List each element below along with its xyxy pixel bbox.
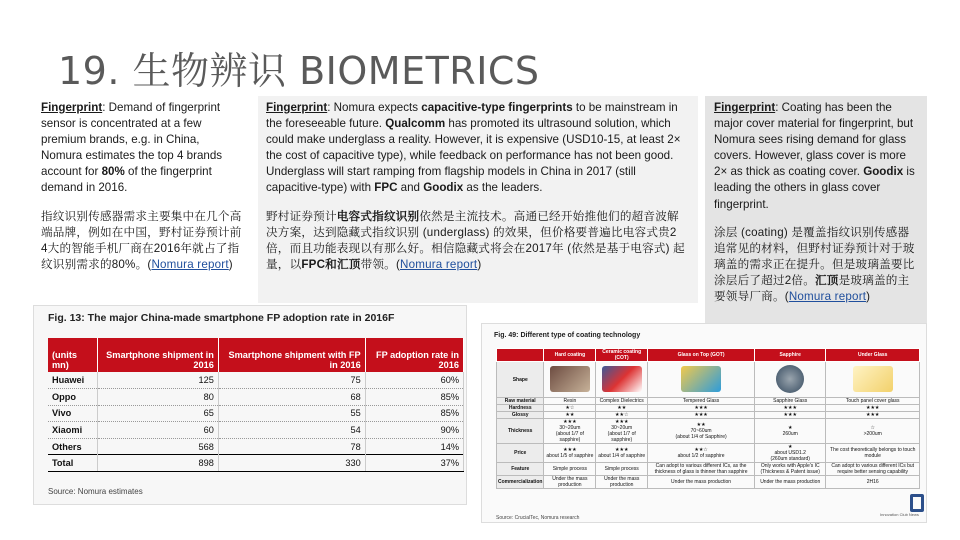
table-cell: ★☆ [544, 405, 596, 412]
table-cell: ★★☆ about 1/2 of sapphire [648, 444, 755, 463]
row-label: Shape [497, 362, 544, 398]
column-header: Ceramic coating (COT) [596, 349, 648, 362]
table-cell: Simple process [544, 463, 596, 476]
table-row [497, 362, 920, 398]
table-cell: 90% [365, 422, 463, 439]
table-cell: ★★★ [648, 405, 755, 412]
table-cell: 568 [98, 438, 219, 455]
table-cell: 55 [218, 405, 365, 422]
table-cell: ★★★ about 1/5 of sapphire [544, 444, 596, 463]
table-cell: ★★☆ [596, 412, 648, 419]
table-cell: ★★★ about 1/4 of sapphire [596, 444, 648, 463]
row-label: Commercialization [497, 476, 544, 489]
hard-coating-image [544, 362, 596, 398]
table-cell: Xiaomi [48, 422, 98, 439]
sapphire-image [755, 362, 826, 398]
row-label: Thickness [497, 419, 544, 444]
column-header [497, 349, 544, 362]
logo-text: Innovation Club News [880, 512, 919, 517]
slide-title: 19. 生物辨识 BIOMETRICS [58, 49, 540, 93]
table-cell: Others [48, 438, 98, 455]
table-cell: 85% [365, 389, 463, 406]
table-row [497, 405, 920, 412]
panel-3-chinese: 涂层 (coating) 是覆盖指纹识别传感器追常见的材料，但野村证券预计对于玻璃盖的需求正在提升。但是玻璃盖要比涂层后了超过2倍。汇顶是玻璃盖的主要领导厂商。(Nomura report) [714, 225, 915, 304]
table-cell: Simple process [596, 463, 648, 476]
table-row [48, 405, 464, 422]
logo-mark-icon [910, 494, 924, 512]
panel-1-heading: Fingerprint [41, 101, 103, 114]
table-cell: ★★★ [826, 405, 920, 412]
row-label: Glossy [497, 412, 544, 419]
table-cell: Touch panel cover glass [826, 398, 920, 405]
panel-glass-cover [705, 96, 927, 325]
ceramic-coating-image [596, 362, 648, 398]
table-cell: 330 [218, 455, 365, 472]
panel-2-english: Fingerprint: Nomura expects capacitive-type fingerprints to be mainstream in the foreseeable future. Qualcomm has promoted its ultrasound solution, which could make underglass a reality. However, it is expensive (USD10-15, at least 2× the cost of capacitive type), while feedback on performance has not been good. Underglass will start ramping from flagship models in China in 2017 (still capacitive-type) with FPC and Goodix as the leaders. [266, 101, 681, 195]
table-cell: Under the mass production [648, 476, 755, 489]
table-row [497, 463, 920, 476]
table-cell: 80 [98, 389, 219, 406]
nomura-report-link[interactable]: Nomura report [400, 257, 478, 271]
table-cell: Resin [544, 398, 596, 405]
row-label: Raw material [497, 398, 544, 405]
panel-1-english: Fingerprint: Demand of fingerprint sensor is concentrated at a few premium brands, e.g. in China, Nomura estimates the top 4 brands account for 80% of the fingerprint demand in 2016. [41, 101, 223, 195]
nomura-report-link[interactable]: Nomura report [788, 290, 867, 304]
row-label: Hardness [497, 405, 544, 412]
nomura-report-link[interactable]: Nomura report [151, 257, 229, 271]
column-header: Sapphire [755, 349, 826, 362]
table-cell: Oppo [48, 389, 98, 406]
table-cell: Under the mass production [596, 476, 648, 489]
coating-technology-table [496, 348, 920, 489]
panel-2-heading: Fingerprint [266, 101, 328, 114]
table-row [497, 476, 920, 489]
table-cell: ★★ [544, 412, 596, 419]
column-header: (units mn) [48, 338, 98, 372]
table-cell: Complex Dielectrics [596, 398, 648, 405]
adoption-rate-table [48, 338, 464, 472]
table-cell: ★★ [596, 405, 648, 412]
table-cell: 2H16 [826, 476, 920, 489]
figure-49-title: Fig. 49: Different type of coating technology [494, 332, 641, 339]
table-row [497, 412, 920, 419]
column-header: Glass on Top (GOT) [648, 349, 755, 362]
table-cell: Only works with Apple's IC (Thickness & Patent issue) [755, 463, 826, 476]
table-cell: 65 [98, 405, 219, 422]
table-cell: 60 [98, 422, 219, 439]
column-header: Smartphone shipment with FP in 2016 [218, 338, 365, 372]
table-cell: 78 [218, 438, 365, 455]
table-cell: Total [48, 455, 98, 472]
table-cell: 68 [218, 389, 365, 406]
table-row [48, 372, 464, 389]
column-header: Smartphone shipment in 2016 [98, 338, 219, 372]
panel-2-chinese: 野村证券预计电容式指纹识别依然是主流技术。高通已经开始推他们的超音波解决方案，达到隐藏式指纹识别 (underglass) 的效果，但价格要普遍比电容式贵2倍，而且功能表现以有那么好。相信隐藏式将会在2017年 (依然是基于电容式) 起量，以FPC和汇顶带领。(Nomura report) [266, 209, 685, 271]
table-cell: ☆ >200um [826, 419, 920, 444]
table-cell: 37% [365, 455, 463, 472]
table-cell: ★★★ [755, 405, 826, 412]
table-cell: 14% [365, 438, 463, 455]
table-row [48, 438, 464, 455]
table-cell: The cost theoretically belongs to touch module [826, 444, 920, 463]
row-label: Feature [497, 463, 544, 476]
table-row [497, 398, 920, 405]
glass-on-top-image [648, 362, 755, 398]
table-cell: 125 [98, 372, 219, 389]
table-cell: 75 [218, 372, 365, 389]
brand-logo [880, 494, 930, 522]
panel-fingerprint-demand [33, 96, 251, 299]
table-row [48, 422, 464, 439]
figure-49-coating-table [481, 323, 927, 523]
row-label: Price [497, 444, 544, 463]
panel-3-heading: Fingerprint [714, 101, 776, 114]
table-cell: 85% [365, 405, 463, 422]
figure-13-source: Source: Nomura estimates [48, 487, 143, 496]
table-row [497, 419, 920, 444]
table-cell: 898 [98, 455, 219, 472]
figure-49-source: Source: CrucialTec, Nomura research [496, 515, 580, 521]
panel-capacitive-fingerprint [258, 96, 698, 303]
table-cell: Can adopt to various different ICs, as the thickness of glass is thinner than sapphire [648, 463, 755, 476]
figure-13-title: Fig. 13: The major China-made smartphone FP adoption rate in 2016F [48, 312, 395, 324]
table-cell: Vivo [48, 405, 98, 422]
table-cell: ★★ 70~60um (about 1/4 of Sapphire) [648, 419, 755, 444]
table-header-row [48, 338, 464, 372]
table-cell: 54 [218, 422, 365, 439]
table-cell: ★ 260um [755, 419, 826, 444]
table-cell: Huawei [48, 372, 98, 389]
column-header: Under Glass [826, 349, 920, 362]
panel-1-chinese: 指纹识别传感器需求主要集中在几个高端品牌，例如在中国，野村证券预计前4大的智能手机厂商在2016年就占了指纹识别需求的80%。(Nomura report) [41, 209, 242, 271]
table-header-row [497, 349, 920, 362]
table-cell: Under the mass production [544, 476, 596, 489]
table-cell: 60% [365, 372, 463, 389]
table-cell: ★ about USD1.2 (260um standard) [755, 444, 826, 463]
column-header: Hard coating [544, 349, 596, 362]
table-cell: ★★★ 30~20um (about 1/7 of sapphire) [596, 419, 648, 444]
table-cell: Sapphire Glass [755, 398, 826, 405]
table-cell: ★★★ [826, 412, 920, 419]
table-cell: ★★★ 30~20um (about 1/7 of sapphire) [544, 419, 596, 444]
column-header: FP adoption rate in 2016 [365, 338, 463, 372]
table-row [497, 444, 920, 463]
table-cell: Tempered Glass [648, 398, 755, 405]
table-cell: ★★★ [755, 412, 826, 419]
table-cell: Can adopt to various different ICs but require better sensing capability [826, 463, 920, 476]
table-total-row [48, 455, 464, 472]
table-cell: Under the mass production [755, 476, 826, 489]
table-cell: ★★★ [648, 412, 755, 419]
panel-3-english: Fingerprint: Coating has been the major cover material for fingerprint, but Nomura sees rising demand for glass covers. However, glass cover is more 2× as thick as coating cover. Goodix is leading the others in glass cover fingerprint. [714, 101, 915, 211]
figure-13-adoption-table [33, 305, 467, 505]
table-row [48, 389, 464, 406]
under-glass-image [826, 362, 920, 398]
